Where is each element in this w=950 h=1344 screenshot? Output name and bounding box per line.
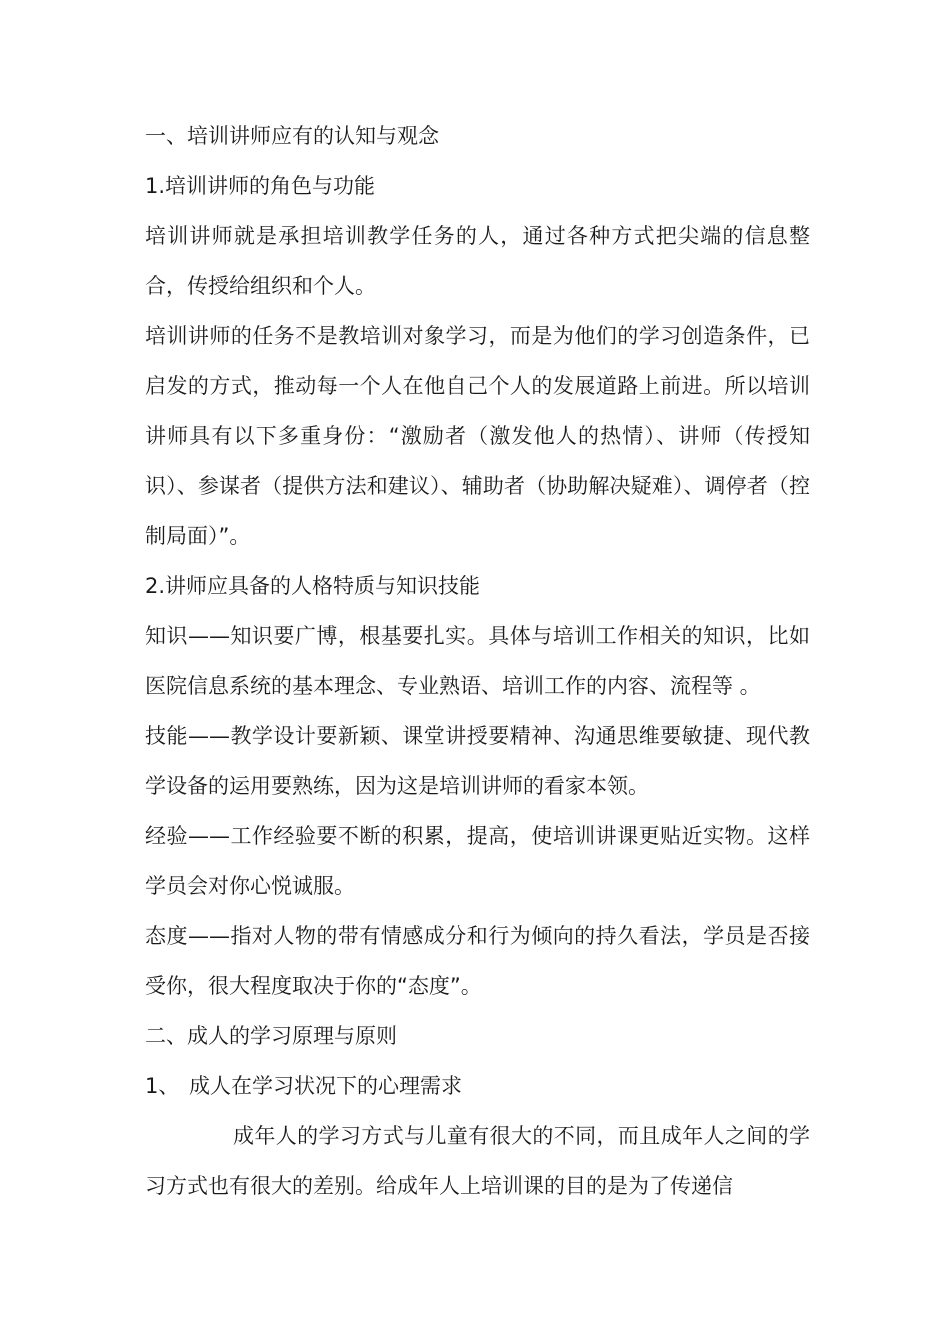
- subsection-heading-1: 1.培训讲师的角色与功能: [145, 174, 376, 198]
- paragraph-adult-learning: 成年人的学习方式与儿童有很大的不同，而且成年人之间的学习方式也有很大的差别。给成年人上培训课的目的是为了传递信: [145, 1124, 810, 1198]
- document-body: [145, 111, 810, 1211]
- list-item-text: 成人在学习状况下的心理需求: [189, 1074, 462, 1098]
- paragraph-roles: 培训讲师的任务不是教培训对象学习，而是为他们的学习创造条件，已启发的方式，推动每一个人在他自己个人的发展道路上前进。所以培训讲师具有以下多重身份：“激励者（激发他人的热情）、讲师（传授知识）、参谋者（提供方法和建议）、辅助者（协助解决疑难）、调停者（控制局面）”。: [145, 324, 810, 548]
- paragraph-knowledge: 知识——知识要广博，根基要扎实。具体与培训工作相关的知识，比如医院信息系统的基本理念、专业熟语、培训工作的内容、流程等 。: [145, 624, 810, 698]
- list-item: [145, 1061, 810, 1111]
- paragraph-skills: 技能——教学设计要新颖、课堂讲授要精神、沟通思维要敏捷、现代教学设备的运用要熟练，因为这是培训讲师的看家本领。: [145, 724, 810, 798]
- section-heading-2: 二、成人的学习原理与原则: [145, 1024, 397, 1048]
- paragraph-definition: 培训讲师就是承担培训教学任务的人，通过各种方式把尖端的信息整合，传授给组织和个人。: [145, 224, 810, 298]
- subsection-heading-2: 2.讲师应具备的人格特质与知识技能: [145, 574, 481, 598]
- paragraph-attitude: 态度——指对人物的带有情感成分和行为倾向的持久看法，学员是否接受你，很大程度取决于你的“态度”。: [145, 924, 810, 998]
- section-heading-1: 一、培训讲师应有的认知与观念: [145, 124, 439, 148]
- list-item-number: 1、: [145, 1074, 180, 1098]
- paragraph-experience: 经验——工作经验要不断的积累，提高，使培训讲课更贴近实物。这样学员会对你心悦诚服。: [145, 824, 810, 898]
